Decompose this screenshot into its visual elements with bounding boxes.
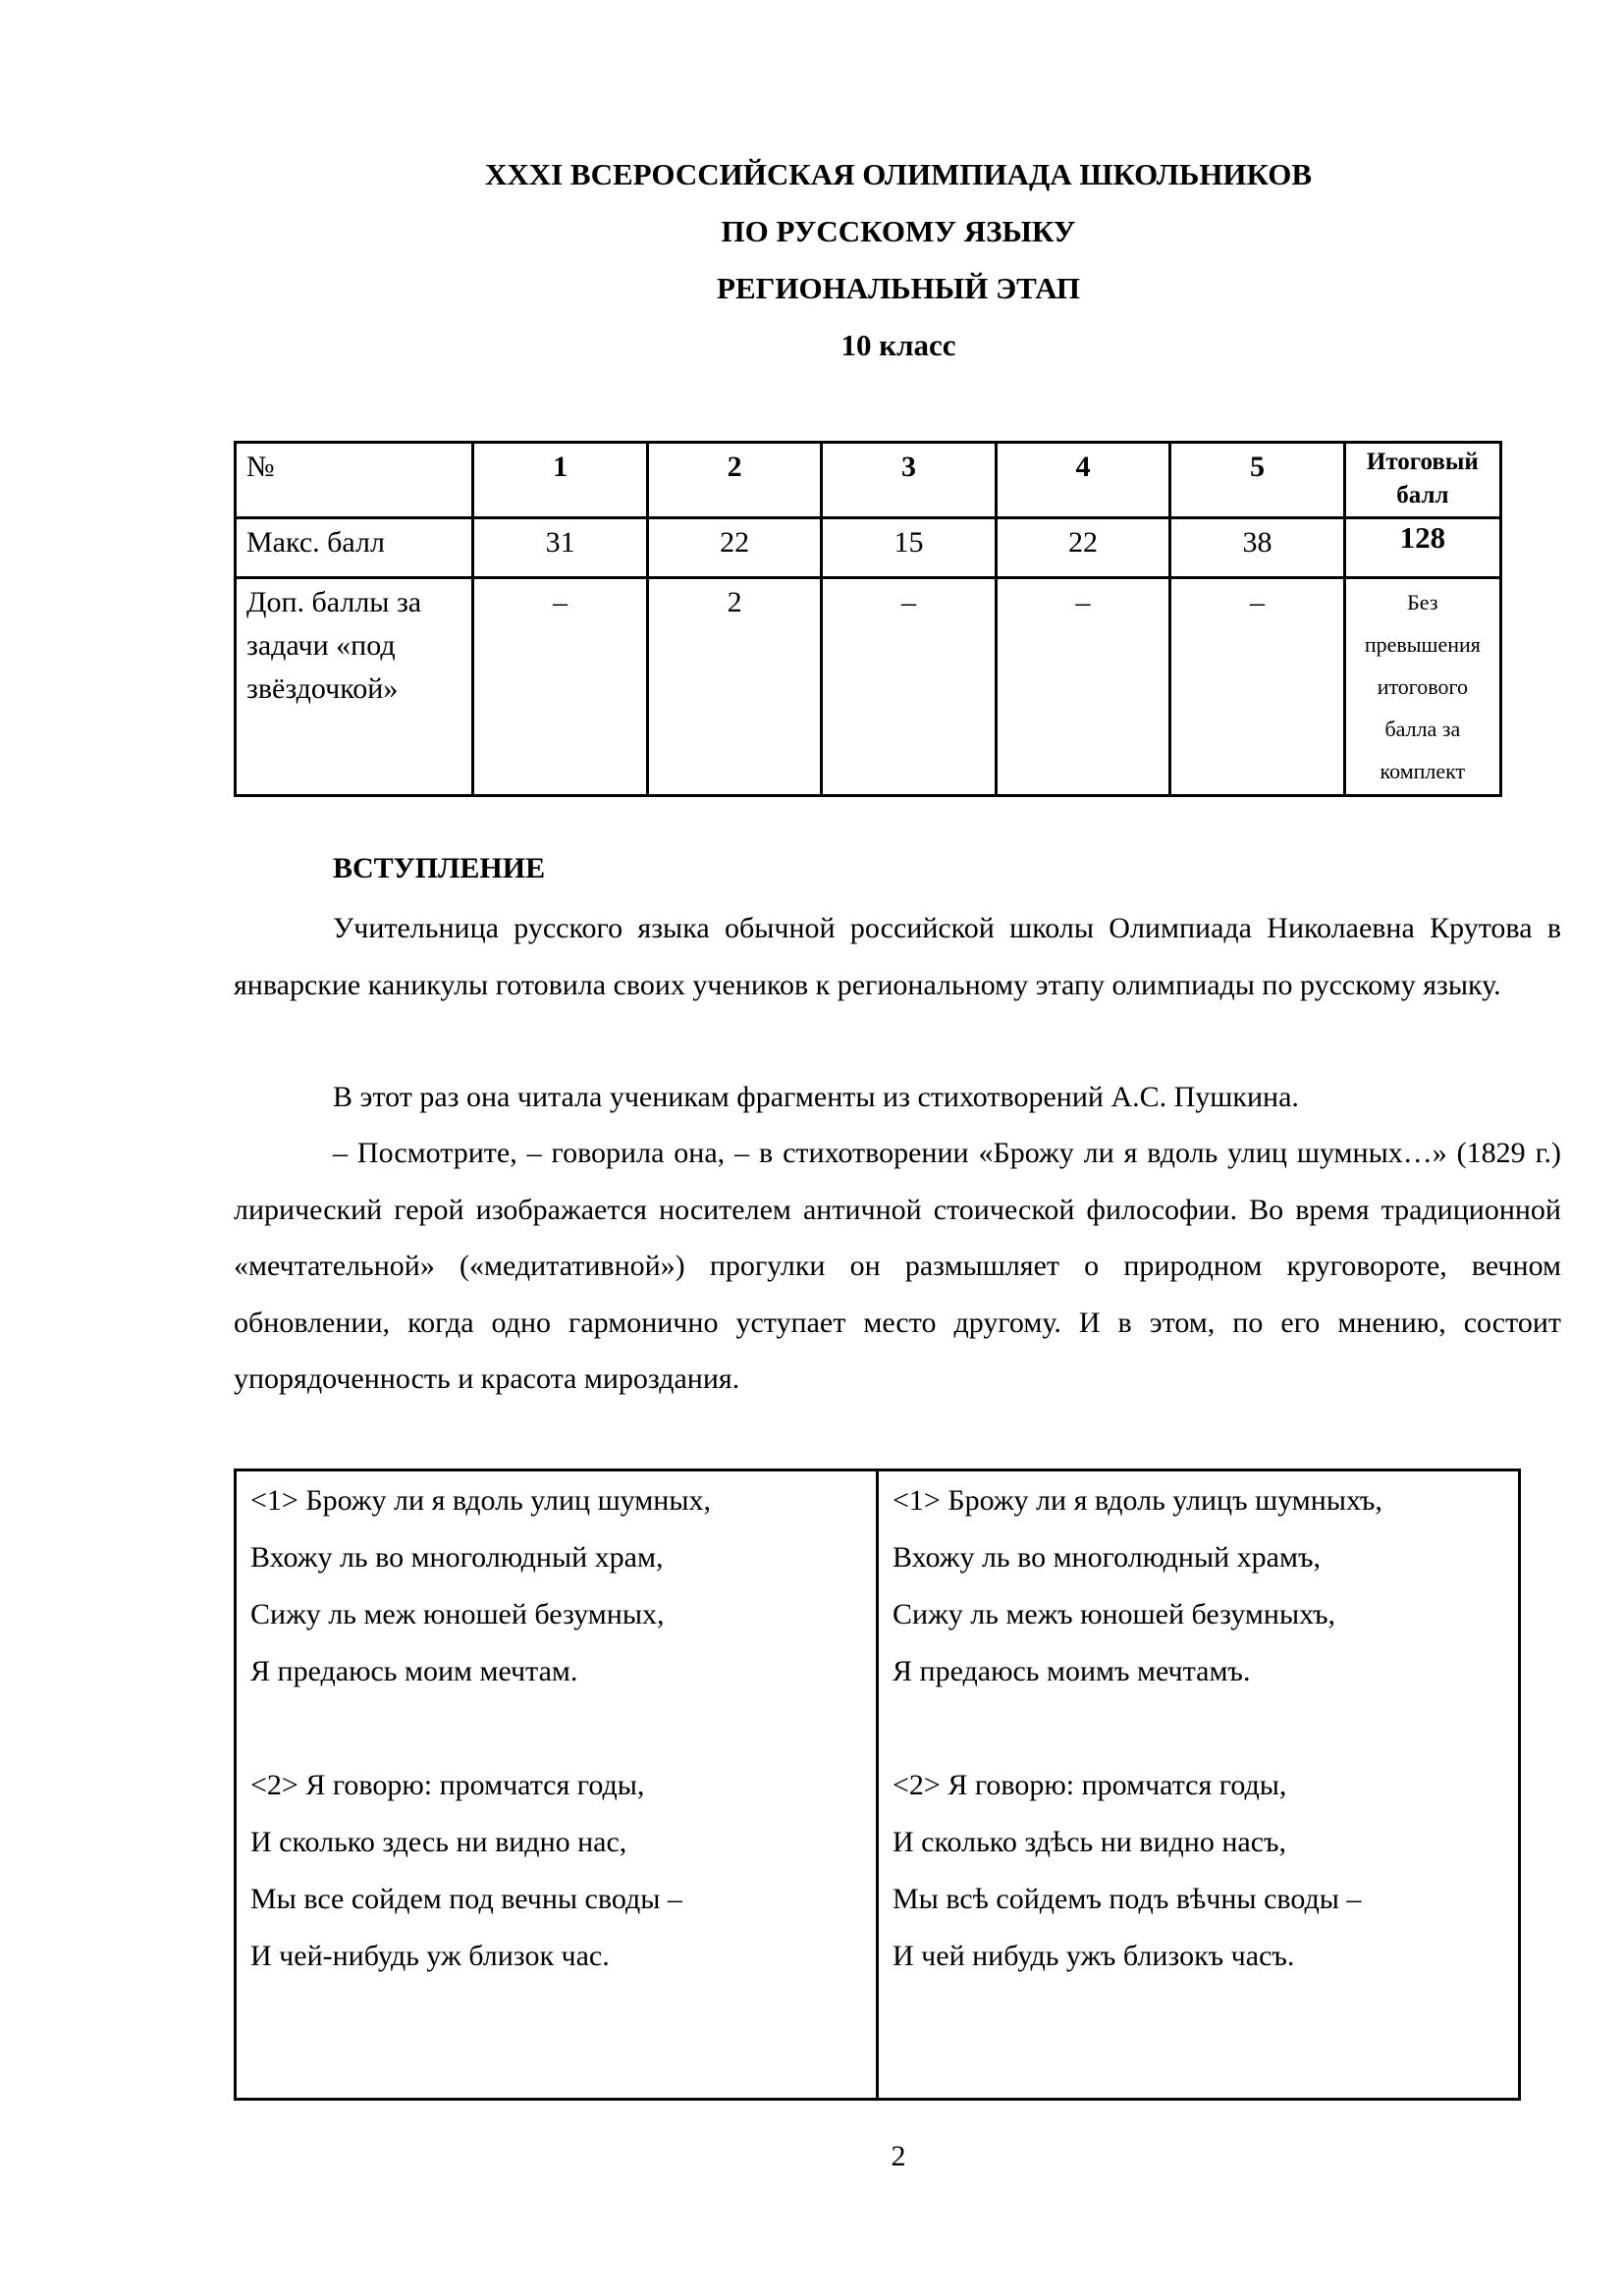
cell-value: 31 — [473, 518, 647, 578]
poem-line: <1> Брожу ли я вдоль улиц шумных, — [250, 1484, 711, 1517]
score-table — [234, 441, 1502, 797]
header-cell-number: № — [236, 443, 473, 518]
header-cell-total: Итоговый балл — [1344, 443, 1500, 518]
poem-line: Я предаюсь моимъ мечтамъ. — [893, 1655, 1251, 1687]
total-note: Без превышения итогового балла за комплект — [1344, 578, 1500, 796]
poem-line: И сколько здесь ни видно нас, — [250, 1826, 627, 1858]
poem-line: Мы всѣ сойдемъ подъ вѣчны своды – — [893, 1883, 1362, 1915]
poem-line: И сколько здѣсь ни видно насъ, — [893, 1826, 1287, 1858]
header-cell-task-1: 1 — [473, 443, 647, 518]
header-cell-task-2: 2 — [647, 443, 821, 518]
table-row-max-score — [236, 518, 1501, 578]
intro-paragraph: В этот раз она читала ученикам фрагменты из стихотворений А.С. Пушкина. — [333, 1081, 1299, 1113]
cell-value: – — [996, 578, 1169, 796]
table-header-row — [236, 443, 1501, 518]
total-value: 128 — [1344, 518, 1500, 578]
poem-line: И чей-нибудь уж близок час. — [250, 1940, 610, 1972]
poem-old-spelling — [878, 1470, 1520, 2100]
cell-value: 38 — [1170, 518, 1344, 578]
intro-paragraph: Учительница русского языка обычной российской школы Олимпиада Николаевна Крутова в январские каникулы готовила своих учеников к региональному этапу олимпиады по русскому языку. — [234, 912, 1561, 1001]
header-cell-task-5: 5 — [1170, 443, 1344, 518]
intro-paragraph: – Посмотрите, – говорила она, – в стихотворении «Брожу ли я вдоль улиц шумных…» (1829 г.) лирический герой изображается носителем античной стоической философии. Во время традиционной «мечтательной» («медитативной») прогулки он размышляет о природном круговороте, вечном обновлении, когда одно гармонично уступает место другому. И в этом, по его мнению, состоит упорядоченность и красота мироздания. — [234, 1137, 1561, 1395]
cell-value: 22 — [647, 518, 821, 578]
poem-line: И чей нибудь ужъ близокъ часъ. — [893, 1940, 1295, 1972]
header-cell-task-3: 3 — [822, 443, 996, 518]
poem-line: <2> Я говорю: промчатся годы, — [250, 1769, 645, 1801]
grade-title: 10 класс — [840, 328, 956, 362]
cell-value: 2 — [647, 578, 821, 796]
poem-comparison-table — [234, 1468, 1521, 2101]
cell-value: – — [822, 578, 996, 796]
cell-value: – — [473, 578, 647, 796]
subject-title: ПО РУССКОМУ ЯЗЫКУ — [721, 214, 1076, 248]
row-label: Доп. баллы за задачи «под звёздочкой» — [236, 578, 473, 796]
poem-line: Мы все сойдем под вечны своды – — [250, 1883, 682, 1915]
poem-line: Я предаюсь моим мечтам. — [250, 1655, 578, 1687]
poem-line: Вхожу ль во многолюдный храм, — [250, 1541, 664, 1574]
poem-modern-spelling — [236, 1470, 878, 2100]
row-label: Макс. балл — [236, 518, 473, 578]
stage-title: РЕГИОНАЛЬНЫЙ ЭТАП — [717, 271, 1080, 305]
poem-line: <1> Брожу ли я вдоль улицъ шумныхъ, — [893, 1484, 1382, 1517]
poem-line: Сижу ль межъ юношей безумныхъ, — [893, 1598, 1335, 1630]
header-cell-task-4: 4 — [996, 443, 1169, 518]
section-heading: ВСТУПЛЕНИЕ — [333, 852, 546, 884]
table-row-bonus — [236, 578, 1501, 796]
page-number: 2 — [891, 2140, 906, 2172]
cell-value: 15 — [822, 518, 996, 578]
poem-line: Вхожу ль во многолюдный храмъ, — [893, 1541, 1321, 1574]
olympiad-title: XXXI ВСЕРОССИЙСКАЯ ОЛИМПИАДА ШКОЛЬНИКОВ — [484, 157, 1313, 191]
poem-line: Сижу ль меж юношей безумных, — [250, 1598, 665, 1630]
cell-value: 22 — [996, 518, 1169, 578]
poem-line: <2> Я говорю: промчатся годы, — [893, 1769, 1287, 1801]
cell-value: – — [1170, 578, 1344, 796]
